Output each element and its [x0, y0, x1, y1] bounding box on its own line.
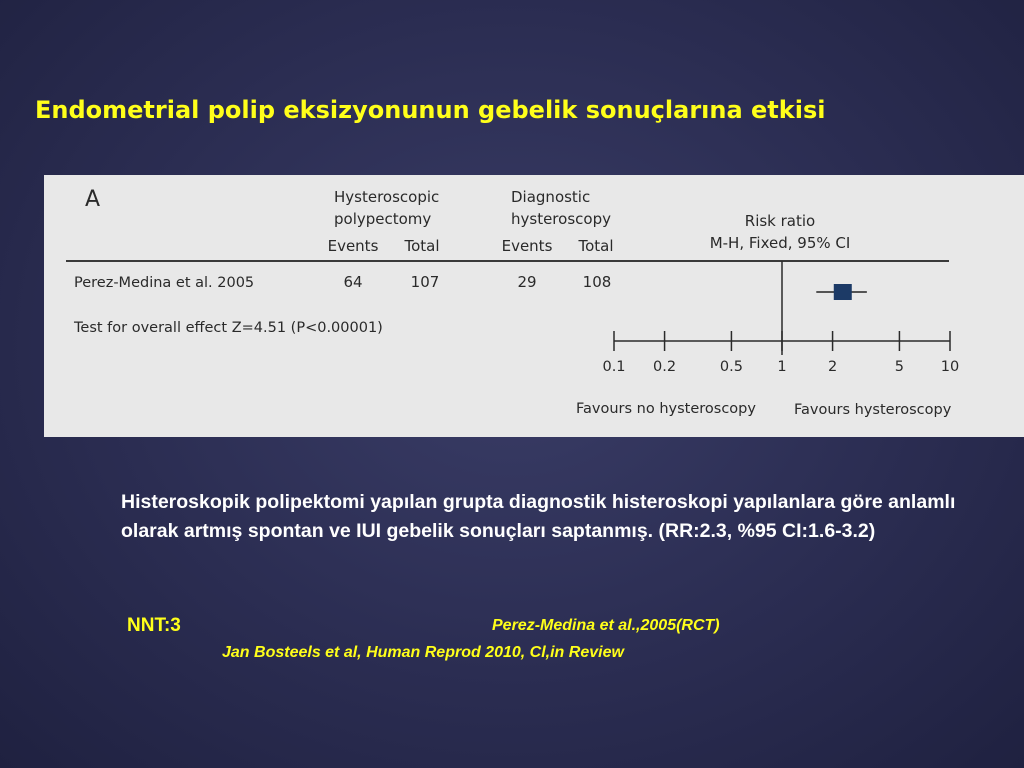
rr-marker [834, 284, 852, 300]
nnt-label: NNT:3 [127, 615, 181, 636]
favours-right-label: Favours hysteroscopy [794, 402, 952, 418]
axis-tick-label: 5 [894, 359, 905, 375]
group1-label-line1: Hysteroscopic [334, 188, 440, 206]
study-g1-events: 64 [343, 273, 363, 291]
axis-tick-label: 0.5 [719, 359, 743, 375]
effect-label-line1: Risk ratio [744, 212, 816, 230]
axis-tick-label: 10 [940, 359, 960, 375]
axis-tick-label: 1 [777, 359, 787, 375]
forest-plot [44, 175, 1024, 437]
effect-label-line2: M-H, Fixed, 95% CI [709, 234, 851, 252]
study-g2-total: 108 [582, 273, 612, 291]
group2-total-header: Total [578, 237, 614, 255]
overall-effect-text: Test for overall effect Z=4.51 (P<0.00001) [74, 320, 383, 336]
panel-label: A [85, 187, 101, 212]
group2-events-header: Events [501, 237, 553, 255]
axis-tick-label: 0.2 [653, 359, 677, 375]
study-g2-events: 29 [517, 273, 537, 291]
study-g1-total: 107 [410, 273, 440, 291]
group1-events-header: Events [327, 237, 379, 255]
group2-label-line1: Diagnostic [511, 188, 591, 206]
group1-total-header: Total [404, 237, 440, 255]
axis-tick-label: 0.1 [602, 359, 626, 375]
reference-bosteels: Jan Bosteels et al, Human Reprod 2010, Cl,in Review [222, 644, 624, 661]
study-name: Perez-Medina et al. 2005 [74, 275, 255, 291]
reference-perez-medina: Perez-Medina et al.,2005(RCT) [492, 617, 720, 634]
group2-label-line2: hysteroscopy [511, 210, 611, 228]
group1-label-line2: polypectomy [334, 210, 432, 228]
summary-text: Histeroskopik polipektomi yapılan grupta diagnostik histeroskopi yapılanlara göre anlamlı olarak artmış spontan ve IUI gebelik sonuçları saptanmış. (RR:2.3, %95 CI:1.6-3.2) [121, 491, 956, 542]
favours-left-label: Favours no hysteroscopy [576, 401, 756, 417]
slide-title: Endometrial polip eksizyonunun gebelik sonuçlarına etkisi [35, 96, 826, 124]
axis-tick-label: 2 [827, 359, 838, 375]
forest-plot-panel [44, 175, 1024, 437]
